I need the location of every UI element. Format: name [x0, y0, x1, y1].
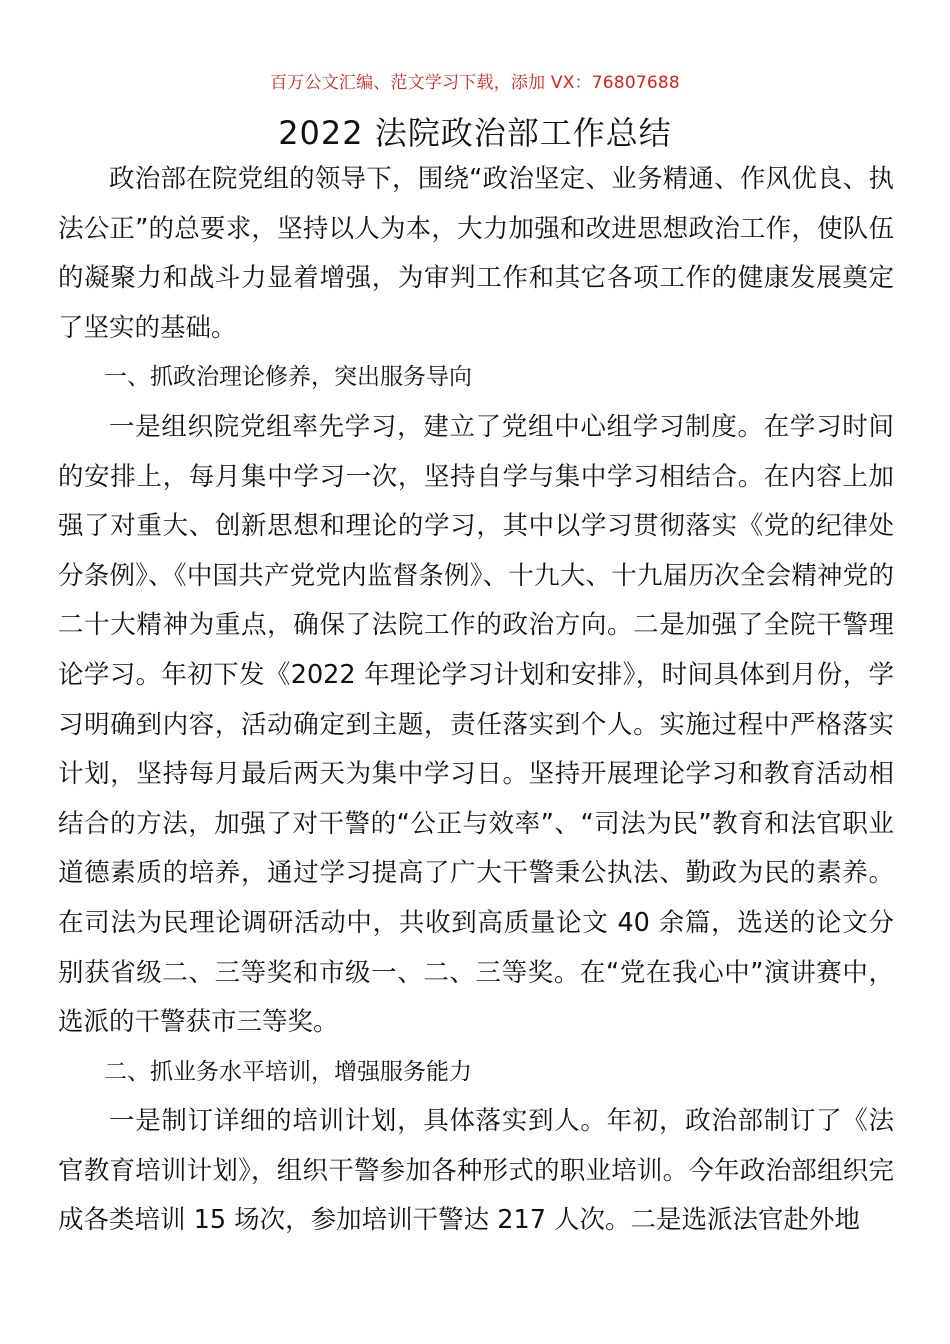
section-2-paragraph: 一是制订详细的培训计划，具体落实到人。年初，政治部制订了《法官教育培训计划》，组织干警参加各种形式的职业培训。今年政治部组织完成各类培训 15 场次，参加培训干警达 217 人次。二是选派法官赴外地 [58, 1106, 894, 1236]
section-2-heading: 二、抓业务水平培训，增强服务能力 [104, 1058, 472, 1085]
section-1-paragraph: 一是组织院党组率先学习，建立了党组中心组学习制度。在学习时间的安排上，每月集中学习一次，坚持自学与集中学习相结合。在内容上加强了对重大、创新思想和理论的学习，其中以学习贯彻落实《党的纪律处分条例》、《中国共产党党内监督条例》、十九大、十九届历次全会精神党的二十大精神为重点，确保了法院工作的政治方向。二是加强了全院干警理论学习。年初下发《2022 年理论学习计划和安排》，时间具体到月份，学习明确到内容，活动确定到主题，责任落实到个人。实施过程中严格落实计划，坚持每月最后两天为集中学习日。坚持开展理论学习和教育活动相结合的方法，加强了对干警的“公正与效率”、“司法为民”教育和法官职业道德素质的培养，通过学习提高了广大干警秉公执法、勤政为民的素养。在司法为民理论调研活动中，共收到高质量论文 40 余篇，选送的论文分别获省级二、三等奖和市级一、二、三等奖。在“党在我心中”演讲赛中，选派的干警获市三等奖。 [58, 411, 894, 1038]
intro-paragraph: 政治部在院党组的领导下，围绕“政治坚定、业务精通、作风优良、执法公正”的总要求，坚持以人为本，大力加强和改进思想政治工作，使队伍的凝聚力和战斗力显着增强，为审判工作和其它各项工作的健康发展奠定了坚实的基础。 [58, 164, 894, 343]
page-title: 2022 法院政治部工作总结 [278, 114, 672, 152]
section-1-heading: 一、抓政治理论修养，突出服务导向 [104, 364, 472, 391]
document-body [58, 155, 894, 1246]
header-watermark-note: 百万公文汇编、范文学习下载，添加 VX：76807688 [270, 73, 680, 93]
